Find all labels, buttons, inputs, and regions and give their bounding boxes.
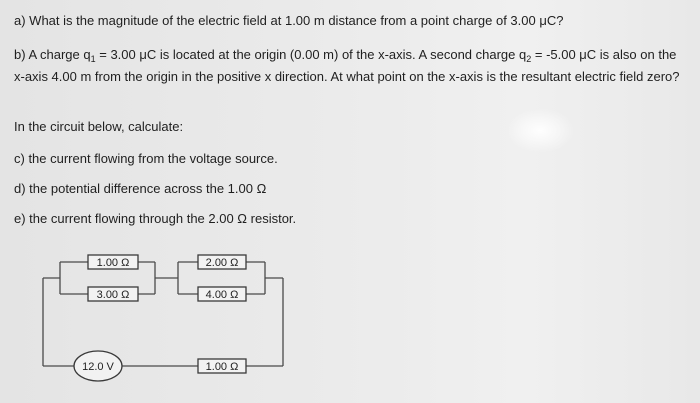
circuit-intro: In the circuit below, calculate: xyxy=(14,119,184,134)
r2-label: 3.00 Ω xyxy=(96,289,130,301)
question-d: d) the potential difference across the 1.00 Ω xyxy=(14,181,267,196)
question-c: c) the current flowing from the voltage source. xyxy=(14,151,278,166)
question-e: e) the current flowing through the 2.00 Ω resistor. xyxy=(14,211,297,226)
r3-label: 2.00 Ω xyxy=(205,257,239,269)
question-b-text-1: b) A charge q xyxy=(14,47,91,62)
r1-label: 1.00 Ω xyxy=(96,257,130,269)
q2-subscript: 2 xyxy=(526,54,532,64)
r5-label: 1.00 Ω xyxy=(205,361,239,373)
source-label: 12.0 V xyxy=(82,361,114,373)
question-a: a) What is the magnitude of the electric field at 1.00 m distance from a point charge of 3.00 μC? xyxy=(14,13,564,28)
r4-label: 4.00 Ω xyxy=(205,289,239,301)
q1-subscript: 1 xyxy=(90,54,96,64)
question-b-text-3: = -5.00 μC is also on the x-axis 4.00 m from the origin in the positive x direction. At what point on the x-axis is the resultant electric field zero? xyxy=(14,47,680,84)
question-b-text-2: = 3.00 μC is located at the origin (0.00 m) of the x-axis. A second charge q xyxy=(95,47,527,62)
